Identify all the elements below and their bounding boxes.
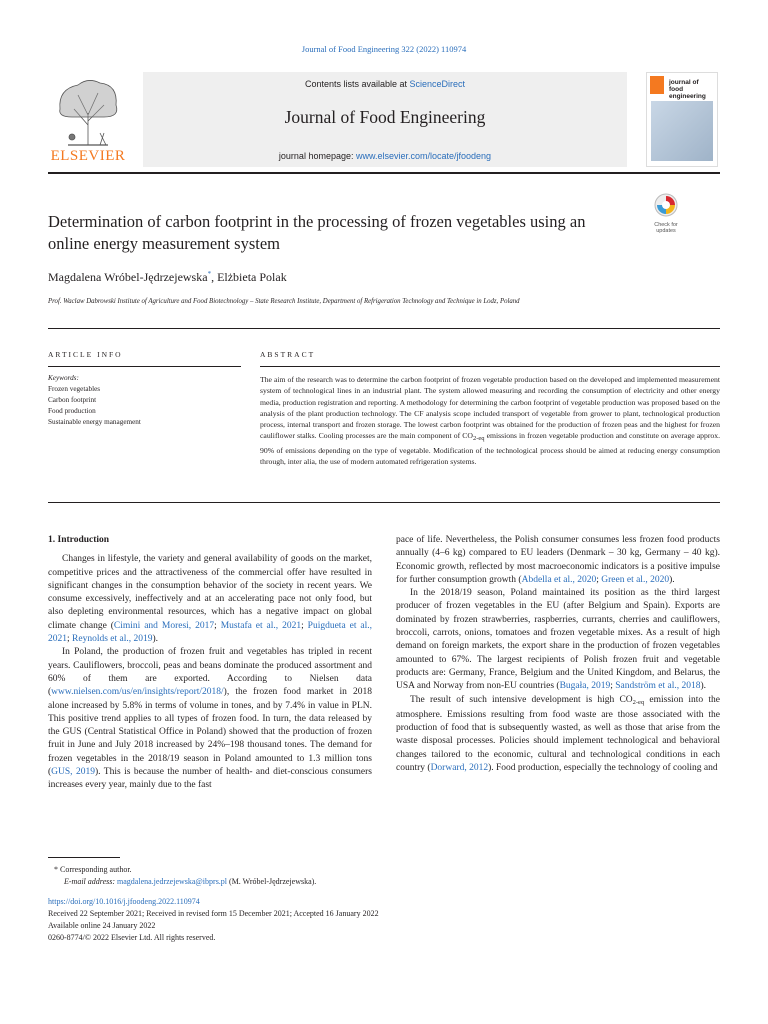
footnote-rule: [48, 857, 120, 858]
author-list: [48, 270, 287, 285]
keyword: Sustainable energy management: [48, 418, 141, 426]
crossmark-line1: Check for: [654, 222, 678, 228]
body-column-left: [48, 534, 372, 793]
citation-link[interactable]: Puigdueta et al., 2021: [48, 620, 372, 645]
section-heading-introduction: 1. Introduction: [48, 535, 110, 545]
corresponding-author-note: * Corresponding author.: [54, 865, 132, 874]
keywords-label: Keywords:: [48, 374, 79, 382]
copyright: 0260-8774/© 2022 Elsevier Ltd. All rights reserved.: [48, 933, 216, 942]
abstract-rule: [260, 366, 720, 367]
email-label: E-mail address:: [64, 877, 118, 886]
cover-title-line2: food engineering: [669, 86, 706, 100]
keyword: Carbon footprint: [48, 396, 97, 404]
abstract-end-rule: [48, 502, 720, 503]
citation-link[interactable]: GUS, 2019: [51, 767, 95, 778]
check-for-updates-badge[interactable]: [646, 193, 686, 233]
paragraph: In Poland, the production of frozen fruit and vegetables has tripled in recent years. Cauliflowers, broccoli, peas and beans dominate the produced assortment and 60% of them are exported. According to Nielsen data (www.nielsen.com/us/en/insights/report/2018/), the frozen food market in 2018 alone increased by 5.8% in terms of volume in tones, and by 7.4% in value in PLN. This positive trend applies to all types of frozen food. In turn, the data released by the GUS (Central Statistical Office in Poland) showed that the production of frozen fruit in June and July 2018 increased by 24%–198 thousand tones. The demand for frozen vegetables in the 2018/19 season in Poland amounted to 1.3 million tons (GUS, 2019). This is because the number of health- and diet-conscious consumers increases every year, mainly due to the fast: [48, 647, 372, 791]
keyword: Food production: [48, 407, 96, 415]
cover-image: [651, 101, 713, 161]
cover-title: [669, 79, 717, 100]
email-link[interactable]: magdalena.jedrzejewska@ibprs.pl: [117, 877, 228, 886]
cover-logo-block: [650, 76, 664, 94]
citation-link[interactable]: Green et al., 2020: [601, 574, 670, 585]
contents-prefix: Contents lists available at: [304, 79, 410, 89]
nielsen-link[interactable]: www.nielsen.com/us/en/insights/report/2018/: [51, 687, 224, 698]
contents-line: [143, 79, 627, 89]
subscript: 2-eq: [632, 698, 645, 706]
journal-name: Journal of Food Engineering: [284, 107, 486, 127]
body-column-right: [396, 534, 720, 775]
email-name: (M. Wróbel-Jędrzejewska).: [227, 877, 317, 886]
publisher-wordmark: ELSEVIER: [50, 148, 126, 164]
abstract-part: emissions in frozen vegetable production and constitute on average approx. 90% of emissions depending on the type of vegetable. Modification of the technological process should be aimed at reducing energy consumption through, inter alia, the use of modern automated refrigeration systems.: [260, 431, 720, 467]
citation-link[interactable]: Abdella et al., 2020: [521, 574, 597, 585]
keyword: Frozen vegetables: [48, 385, 101, 393]
keywords-block: [48, 373, 241, 428]
author-2[interactable]: Elżbieta Polak: [217, 270, 287, 284]
affiliation: Prof. Waclaw Dabrowski Institute of Agriculture and Food Biotechnology – State Research Institute, Department of Refrigeration Technology and Technique in Lodz, Poland: [48, 298, 520, 305]
paragraph: Changes in lifestyle, the variety and general availability of goods on the market, competitive prices and the attractiveness of the commercial offer have resulted in significant changes in the consumption behavior of the society in recent years. We consume excessively, ineffectively and at an accelerating pace not only food, but also depleting environmental resources, which has a negative impact on global climate change (Cimini and Moresi, 2017; Mustafa et al., 2021; Puigdueta et al., 2021; Reynolds et al., 2019).: [48, 554, 372, 645]
cover-title-line1: journal of: [669, 79, 699, 86]
article-info-heading: ARTICLE INFO: [48, 350, 123, 359]
footnotes: [48, 864, 720, 944]
affiliation-rule: [48, 328, 720, 329]
crossmark-line2: updates: [656, 228, 676, 234]
abstract-text: [260, 374, 720, 467]
header-rule: [48, 172, 720, 174]
homepage-link[interactable]: www.elsevier.com/locate/jfoodeng: [355, 151, 492, 161]
author-1[interactable]: Magdalena Wróbel-Jędrzejewska: [48, 270, 208, 284]
citation-link[interactable]: Reynolds et al., 2019: [72, 634, 153, 645]
author-separator: ,: [211, 270, 218, 284]
article-title: Determination of carbon footprint in the processing of frozen vegetables using an online energy measurement system: [48, 212, 586, 253]
abstract-subscript: 2-eq: [472, 435, 485, 443]
homepage-line: [143, 151, 627, 161]
abstract-heading: ABSTRACT: [260, 350, 316, 359]
email-line: [48, 876, 720, 888]
citation-link[interactable]: Dorward, 2012: [430, 763, 489, 774]
available-online: Available online 24 January 2022: [48, 921, 156, 930]
received-dates: Received 22 September 2021; Received in revised form 15 December 2021; Accepted 16 January 2022: [48, 909, 379, 918]
citation-link[interactable]: Cimini and Moresi, 2017: [113, 620, 215, 631]
article-info-rule: [48, 366, 241, 367]
doi-link[interactable]: https://doi.org/10.1016/j.jfoodeng.2022.110974: [48, 897, 200, 906]
abstract-part: The aim of the research was to determine the carbon footprint of frozen vegetable production based on the developed and implemented measurement system of technological lines in an industrial plant. The system allowed measuring and recording the consumption of electricity and other energy media, production registration and reporting. A methodology for determining the carbon footprint of vegetable production was proposed based on the analysis of the plant production technology. The CF analysis scope included transport of vegetable from grower to plant, technological production process, internal transport and frozen storage. The lowest carbon footprint was obtained for the production of frozen peas and the highest for frozen cauliflower stalks. Cooling processes are the main component of CO: [260, 375, 720, 441]
citation-link[interactable]: Sandström et al., 2018: [615, 681, 701, 692]
homepage-prefix: journal homepage:: [278, 151, 356, 161]
journal-cover-thumbnail[interactable]: [646, 72, 718, 167]
citation-link[interactable]: Mustafa et al., 2021: [220, 620, 302, 631]
sciencedirect-link[interactable]: ScienceDirect: [409, 79, 466, 89]
paragraph: The result of such intensive development is high $CO_{2-eq}$ emission into the atmosphere. Emissions resulting from food waste are those associated with the production of food that is subsequently wasted, as well as those that arise from the waste disposal processes. Policies should implement technological and behavioral changes tailored to the economic, cultural and technological conditions in each country (Dorward, 2012). Food production, especially the technology of cooling and: [396, 694, 720, 774]
journal-reference[interactable]: Journal of Food Engineering 322 (2022) 110974: [301, 44, 467, 54]
citation-link[interactable]: Bugała, 2019: [559, 681, 611, 692]
corresponding-author-mark[interactable]: *: [207, 270, 212, 278]
paragraph: pace of life. Nevertheless, the Polish consumer consumes less frozen food products annually (4–6 kg) compared to EU leaders (Denmark – 30 kg, Germany – 40 kg). Economic growth, reflected by most macroeconomic indicators is a positive impulse for further consumption growth (Abdella et al., 2020; Green et al., 2020).: [396, 535, 720, 585]
crossmark-icon: [646, 193, 686, 217]
paragraph: In the 2018/19 season, Poland maintained its position as the third largest producer of frozen vegetables in the EU (after Belgium and Spain). Exports are dominated by frozen strawberries, raspberries, currants, cherries and cauliflowers, broccoli, carrots, onions, tomatoes and frozen vegetable mixes. As a result of high demand on foreign markets, the export share in the production of frozen vegetables amounted to 67%. The largest recipients of Polish frozen fruit and vegetable products are: Germany, France, Belgium and the United Kingdom, and Belarus, the USA and Norway from non-EU countries (Bugała, 2019; Sandström et al., 2018).: [396, 588, 720, 692]
